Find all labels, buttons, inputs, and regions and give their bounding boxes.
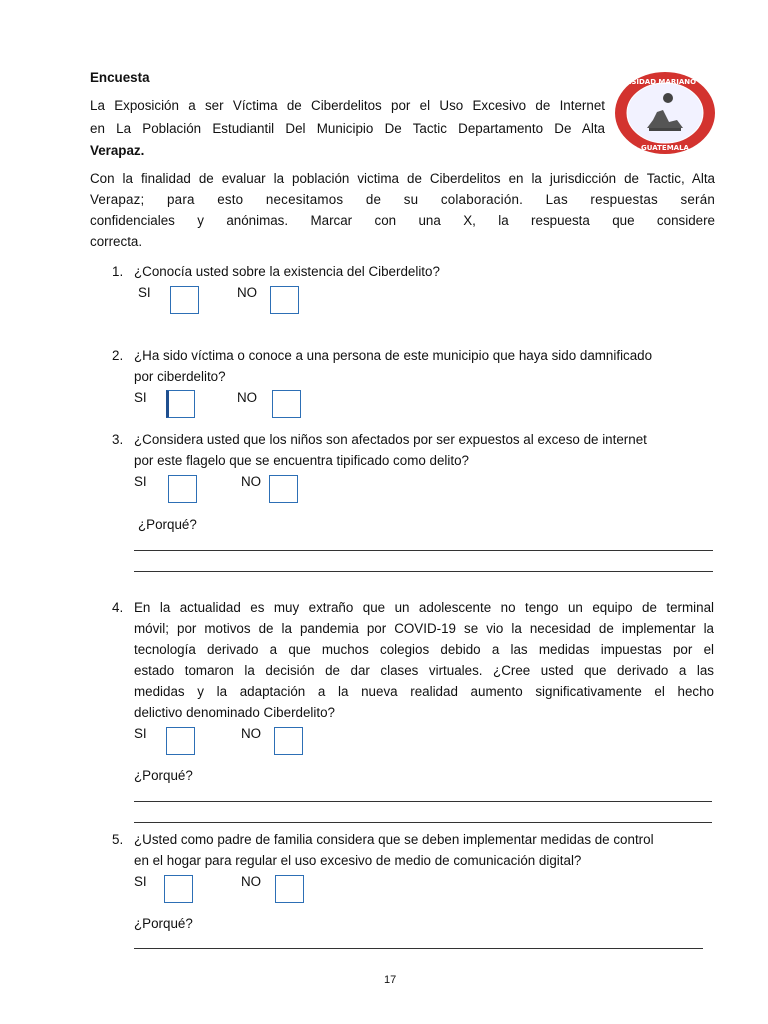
purpose-line-3: confidenciales y anónimas. Marcar con una X, la respuesta que considere bbox=[90, 213, 715, 228]
yes-label: SI bbox=[138, 285, 151, 300]
question-text: estado tomaron la decisión de dar clases virtuales. ¿Cree usted que derivado a las bbox=[134, 663, 714, 678]
yes-checkbox[interactable] bbox=[166, 390, 195, 418]
answer-line[interactable] bbox=[134, 801, 712, 802]
answer-line[interactable] bbox=[134, 571, 713, 572]
logo-text-top: UNIVERSIDAD MARIANO GALVEZ bbox=[601, 78, 729, 86]
question-text: por ciberdelito? bbox=[134, 369, 226, 384]
page-number: 17 bbox=[384, 974, 397, 986]
purpose-line-1: Con la finalidad de evaluar la población victima de Ciberdelitos en la jurisdicción de Tactic, Alta bbox=[90, 171, 715, 186]
no-label: NO bbox=[237, 285, 258, 300]
no-label: NO bbox=[241, 726, 262, 741]
no-checkbox[interactable] bbox=[272, 390, 301, 418]
purpose-line-4: correcta. bbox=[90, 234, 143, 249]
question-text: delictivo denominado Ciberdelito? bbox=[134, 705, 335, 720]
why-label: ¿Porqué? bbox=[134, 916, 193, 931]
no-label: NO bbox=[241, 474, 262, 489]
intro-line-3: Verapaz. bbox=[90, 143, 145, 158]
question-text: ¿Ha sido víctima o conoce a una persona de este municipio que haya sido damnificado bbox=[134, 348, 653, 363]
no-checkbox[interactable] bbox=[274, 727, 303, 755]
question-text: ¿Conocía usted sobre la existencia del Ciberdelito? bbox=[134, 264, 440, 279]
yes-checkbox[interactable] bbox=[166, 727, 195, 755]
yes-label: SI bbox=[134, 874, 147, 889]
question-text: medidas y la adaptación a la nueva realidad aumento significativamente el hecho bbox=[134, 684, 714, 699]
question-text: móvil; por motivos de la pandemia por COVID-19 se vio la necesidad de implementar la bbox=[134, 621, 714, 636]
question-number: 2. bbox=[112, 348, 124, 363]
question-number: 3. bbox=[112, 432, 124, 447]
yes-label: SI bbox=[134, 474, 147, 489]
yes-label: SI bbox=[134, 726, 147, 741]
intro-line-2: en La Población Estudiantil Del Municipio De Tactic Departamento De Alta bbox=[90, 121, 605, 136]
yes-checkbox[interactable] bbox=[164, 875, 193, 903]
university-seal-logo bbox=[601, 70, 729, 156]
no-checkbox[interactable] bbox=[275, 875, 304, 903]
yes-label: SI bbox=[134, 390, 147, 405]
question-text: ¿Considera usted que los niños son afectados por ser expuestos al exceso de internet bbox=[134, 432, 647, 447]
no-checkbox[interactable] bbox=[269, 475, 298, 503]
purpose-line-2: Verapaz; para esto necesitamos de su colaboración. Las respuestas serán bbox=[90, 192, 715, 207]
why-label: ¿Porqué? bbox=[138, 517, 197, 532]
answer-line[interactable] bbox=[134, 948, 703, 949]
intro-line-1: La Exposición a ser Víctima de Ciberdelitos por el Uso Excesivo de Internet bbox=[90, 98, 605, 113]
answer-line[interactable] bbox=[134, 822, 712, 823]
yes-checkbox[interactable] bbox=[168, 475, 197, 503]
logo-text-bottom: GUATEMALA bbox=[641, 144, 689, 152]
question-number: 5. bbox=[112, 832, 124, 847]
question-text: en el hogar para regular el uso excesivo de medio de comunicación digital? bbox=[134, 853, 582, 868]
question-text: tecnología derivado a que muchos colegios debido a las medidas impuestas por el bbox=[134, 642, 714, 657]
no-label: NO bbox=[241, 874, 262, 889]
question-number: 1. bbox=[112, 264, 124, 279]
question-number: 4. bbox=[112, 600, 124, 615]
why-label: ¿Porqué? bbox=[134, 768, 193, 783]
no-label: NO bbox=[237, 390, 258, 405]
survey-title: Encuesta bbox=[90, 70, 150, 85]
yes-checkbox[interactable] bbox=[170, 286, 199, 314]
question-text: por este flagelo que se encuentra tipificado como delito? bbox=[134, 453, 469, 468]
question-text: ¿Usted como padre de familia considera que se deben implementar medidas de control bbox=[134, 832, 654, 847]
answer-line[interactable] bbox=[134, 550, 713, 551]
question-text: En la actualidad es muy extraño que un adolescente no tengo un equipo de terminal bbox=[134, 600, 714, 615]
no-checkbox[interactable] bbox=[270, 286, 299, 314]
